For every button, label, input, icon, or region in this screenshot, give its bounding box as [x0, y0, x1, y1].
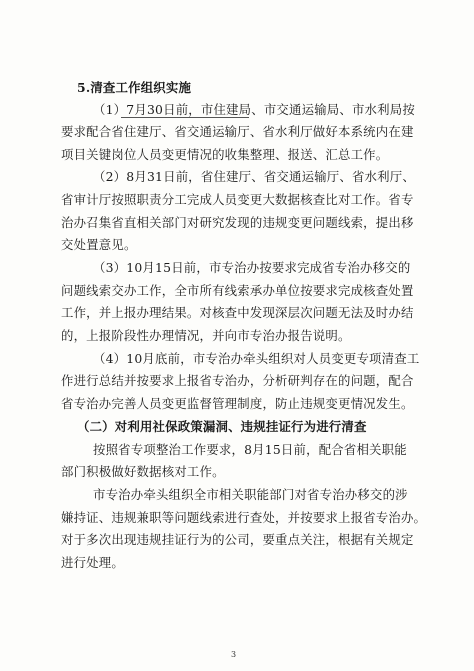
- paragraph-1-line-3: 项目关键岗位人员变更情况的收集整理、报送、汇总工作。: [61, 147, 389, 162]
- paragraph-4-line-2: 作进行总结并按要求上报省专治办，分析研判存在的问题，配合: [61, 373, 414, 388]
- paragraph-3-line-2: 问题线索交办工作，全市所有线索承办单位按要求完成核查处置: [61, 283, 414, 298]
- subsection-heading: （二）对利用社保政策漏洞、违规挂证行为进行清查: [77, 419, 367, 434]
- section-heading: 5.清查工作组织实施: [77, 80, 192, 95]
- paragraph-1-line-1: （1）7月30日前，市住建局、市交通运输局、市水利局按: [93, 102, 415, 117]
- paragraph-3-line-1: （3）10月15日前，市专治办按要求完成省专治办移交的: [93, 260, 411, 275]
- paragraph-6-line-4: 进行处理。: [61, 555, 124, 570]
- paragraph-3-line-4: 的，上报阶段性办理情况，并向市专治办报告说明。: [61, 328, 351, 343]
- paragraph-2-line-3: 治办召集省直相关部门对研究发现的违规变更问题线索，提出移: [61, 215, 414, 230]
- paragraph-5-line-2: 部门积极做好数据核对工作。: [61, 464, 225, 479]
- paragraph-1-line-2: 要求配合省住建厅、省交通运输厅、省水利厅做好本系统内在建: [61, 124, 414, 139]
- paragraph-4-line-1: （4）10月底前，市专治办牵头组织对人员变更专项清查工: [93, 351, 420, 366]
- page-number: 3: [231, 650, 237, 659]
- paragraph-5-line-1: 按照省专项整治工作要求，8月15日前，配合省相关职能: [93, 442, 407, 457]
- handwritten-underline: [121, 117, 249, 118]
- paragraph-3-line-3: 工作，并上报办理结果。对核查中发现深层次问题无法及时办结: [61, 305, 414, 320]
- paragraph-2-line-1: （2）8月31日前，省住建厅、省交通运输厅、省水利厅、: [93, 169, 415, 184]
- paragraph-4-line-3: 省专治办完善人员变更监督管理制度，防止违规变更情况发生。: [61, 396, 414, 411]
- paragraph-6-line-1: 市专治办牵头组织全市相关职能部门对省专治办移交的涉: [93, 487, 408, 502]
- paragraph-6-line-2: 嫌持证、违规兼职等问题线索进行查处，并按要求上报省专治办。: [61, 510, 427, 525]
- paragraph-2-line-2: 省审计厅按照职责分工完成人员变更大数据核查比对工作。省专: [61, 192, 414, 207]
- paragraph-6-line-3: 对于多次出现违规挂证行为的公司，要重点关注，根据有关规定: [61, 532, 414, 547]
- paragraph-2-line-4: 交处置意见。: [61, 237, 137, 252]
